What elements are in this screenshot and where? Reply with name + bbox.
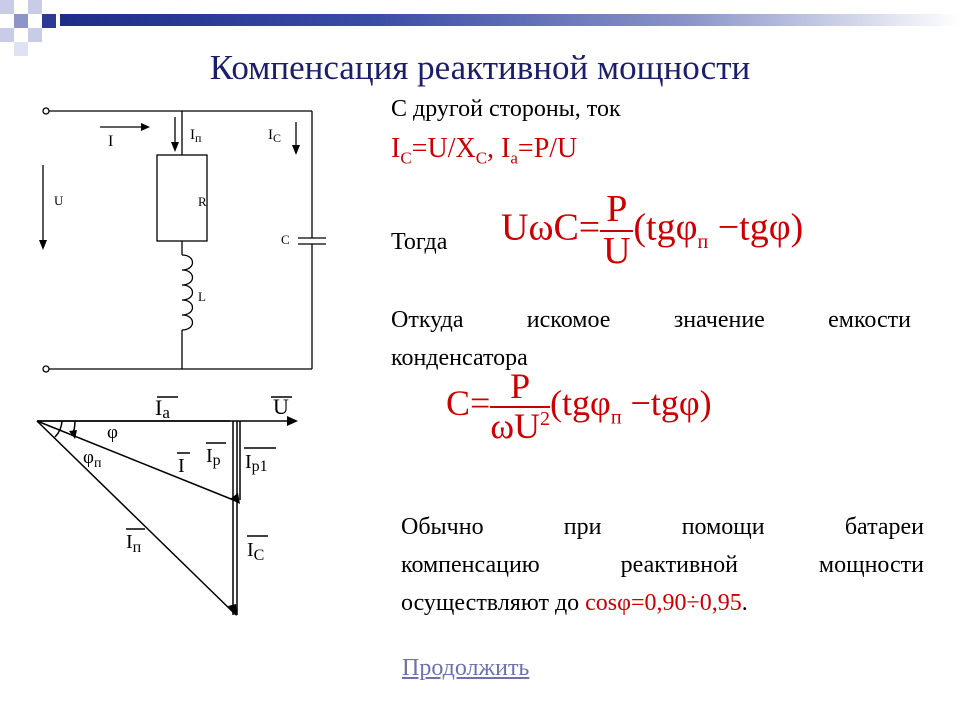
circuit-label-I: I bbox=[108, 133, 114, 150]
obychno-text-line2: компенсацию реактивной мощности bbox=[401, 552, 924, 578]
continue-link[interactable]: Продолжить bbox=[402, 655, 530, 681]
svg-text:Iп: $I_п$ bbox=[190, 127, 202, 145]
svg-text:U: U bbox=[273, 394, 289, 419]
obychno-text-line3: осуществляют до cosφ=0,90÷0,95. bbox=[401, 590, 748, 616]
svg-text:Ia: Ia bbox=[155, 395, 170, 422]
svg-text:φ: φ bbox=[107, 422, 118, 443]
formula-capacitance: C= $\frac{P}{\omega U^2}$ (tgφ$_п$ −tgφ) bbox=[446, 366, 712, 446]
slide-title: Компенсация реактивной мощности bbox=[209, 48, 751, 87]
svg-text:φп: $\varphi_п$ bbox=[83, 447, 102, 471]
svg-text:IC: $I_C$ bbox=[268, 127, 282, 145]
svg-text:Iп: $I_п$ bbox=[126, 531, 142, 556]
svg-text:IC: $I_C$ bbox=[247, 539, 265, 564]
vector-diagram bbox=[0, 385, 340, 635]
obychno-text-line1: Обычно при помощи батареи bbox=[401, 514, 924, 540]
circuit-label-L: L bbox=[198, 289, 206, 304]
otkuda-text-line1: Откуда искомое значение емкости bbox=[391, 307, 911, 333]
togda-label: Тогда bbox=[391, 229, 448, 255]
header-gradient-bar bbox=[60, 14, 960, 26]
current-equations: $I_C=U/X_C$, $I_a=P/U$ bbox=[391, 133, 578, 168]
circuit-label-R: R bbox=[198, 194, 207, 209]
svg-text:Ip: Ip bbox=[206, 445, 221, 469]
circuit-label-U: U bbox=[54, 193, 64, 208]
circuit-diagram bbox=[0, 95, 340, 385]
svg-text:Ip1: Ip1 bbox=[245, 451, 268, 475]
circuit-label-C: C bbox=[281, 232, 290, 247]
formula-power: UωC= $\frac{P}{U}$ (tgφ$_п$ −tgφ) bbox=[501, 188, 804, 272]
svg-text:I: I bbox=[178, 455, 185, 477]
otkuda-text-line2: конденсатора bbox=[391, 345, 528, 371]
intro-text: С другой стороны, ток bbox=[391, 96, 621, 122]
